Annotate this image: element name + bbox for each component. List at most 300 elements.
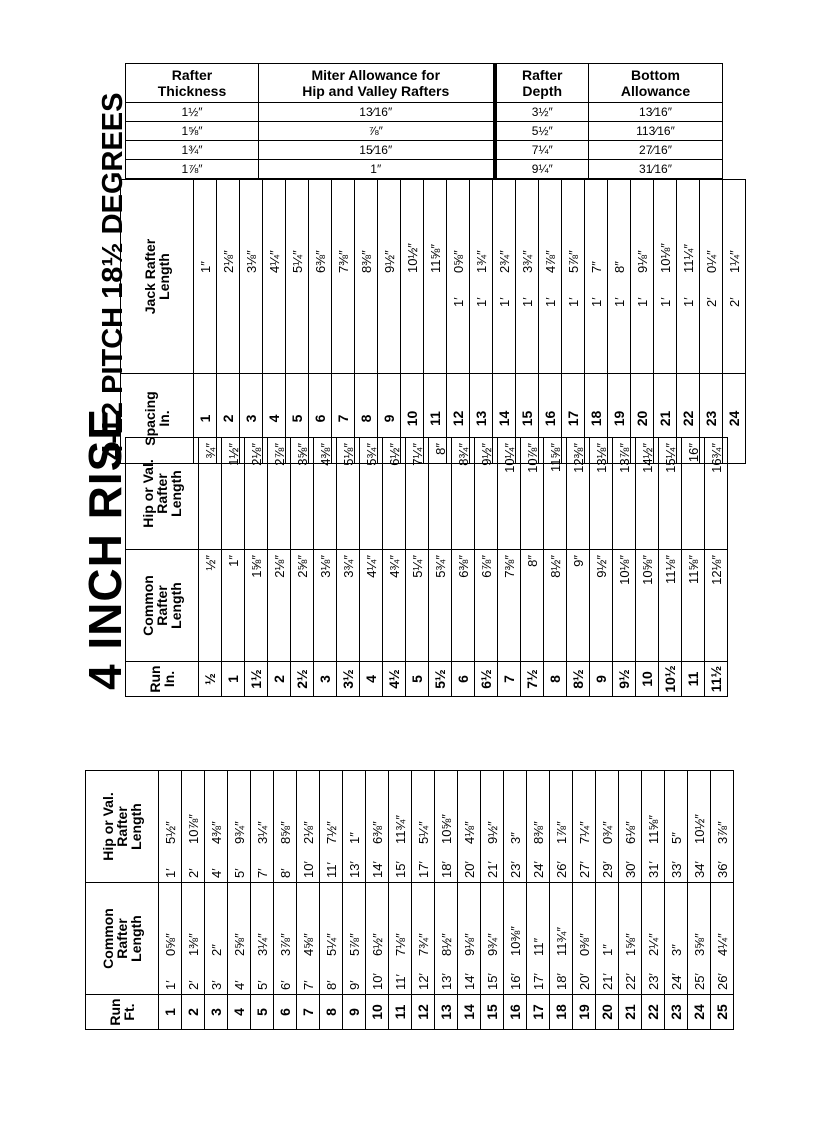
- table-row: [550, 771, 573, 1030]
- feet-value: 14′: [369, 861, 385, 878]
- header-line: Length: [168, 582, 184, 629]
- table-row: [360, 438, 383, 697]
- inch-value: 10⅞″: [185, 814, 201, 844]
- common-length-cell: 11⅝″: [682, 550, 705, 662]
- inch-value: 4⅝″: [300, 933, 316, 956]
- run-ft-cell: 12: [412, 995, 435, 1030]
- common-length-cell: ½″: [199, 550, 222, 662]
- depth-cell: 3½″: [495, 103, 589, 122]
- miter-cell: 15⁄16″: [259, 141, 495, 160]
- header-line: Jack Rafter: [142, 238, 158, 315]
- inch-value: 2⅛″: [220, 250, 236, 273]
- feet-value: 18′: [438, 861, 454, 878]
- allowance-header-row: [126, 64, 723, 103]
- header-run-ft: [86, 995, 159, 1030]
- header-rafter-depth: [495, 64, 589, 103]
- common-length-cell: 9″: [567, 550, 590, 662]
- common-length-cell: 1″: [222, 550, 245, 662]
- hip-length-cell: [389, 771, 412, 883]
- table-row: [498, 438, 521, 697]
- feet-value: 5′: [231, 868, 247, 878]
- table-row: [251, 771, 274, 1030]
- common-length-cell: [274, 883, 297, 995]
- header-line: Rafter: [114, 806, 130, 847]
- miter-cell: 13⁄16″: [259, 103, 495, 122]
- feet-value: 1′: [565, 297, 581, 307]
- table-row: [677, 180, 700, 464]
- hip-length-cell: [688, 771, 711, 883]
- common-length-cell: [527, 883, 550, 995]
- table-row: [286, 180, 309, 464]
- header-line: Hip or Val.: [100, 792, 116, 861]
- run-in-cell: 4½: [383, 662, 406, 697]
- table-row: [723, 180, 746, 464]
- spacing-cell: 24: [723, 374, 746, 464]
- inch-value: 9¾″: [484, 933, 500, 956]
- table-row: [194, 180, 217, 464]
- feet-value: 17′: [415, 861, 431, 878]
- table-row: [320, 771, 343, 1030]
- feet-value: 1′: [473, 297, 489, 307]
- table-row: [389, 771, 412, 1030]
- spacing-cell: 11: [424, 374, 447, 464]
- common-length-cell: [320, 883, 343, 995]
- table-row: [217, 180, 240, 464]
- table-row: [268, 438, 291, 697]
- header-line: Miter Allowance for: [311, 67, 441, 83]
- inch-value: 0¼″: [703, 250, 719, 273]
- inch-value: 2¾″: [496, 250, 512, 273]
- header-line: Rafter: [154, 585, 170, 626]
- spacing-cell: 7: [332, 374, 355, 464]
- table-row: [240, 180, 263, 464]
- inch-value: 0⅜″: [576, 933, 592, 956]
- feet-value: 6′: [277, 980, 293, 990]
- inch-value: 3¾″: [519, 250, 535, 273]
- common-length-cell: 5¾″: [429, 550, 452, 662]
- header-line: Common: [140, 575, 156, 636]
- inch-value: 3¼″: [254, 821, 270, 844]
- hip-length-cell: 11⅝″: [544, 438, 567, 550]
- header-line: Rafter: [154, 473, 170, 514]
- header-line: Thickness: [157, 83, 227, 99]
- feet-value: 1′: [634, 297, 650, 307]
- inch-value: 1″: [197, 261, 213, 273]
- hip-length-cell: 9½″: [475, 438, 498, 550]
- inch-value: 2¼″: [645, 933, 661, 956]
- inch-value: 0¾″: [599, 821, 615, 844]
- hip-length-cell: 8″: [429, 438, 452, 550]
- feet-value: 12′: [415, 973, 431, 990]
- inch-value: 7⅜″: [335, 250, 351, 273]
- feet-value: 1′: [680, 297, 696, 307]
- common-length-cell: [504, 883, 527, 995]
- run-in-cell: ½: [199, 662, 222, 697]
- thickness-cell: 1⅝″: [126, 122, 259, 141]
- hip-length-cell: 1½″: [222, 438, 245, 550]
- common-length-cell: 12⅛″: [705, 550, 728, 662]
- allowance-table: [125, 63, 723, 179]
- inch-value: 9¾″: [231, 821, 247, 844]
- table-row: [682, 438, 705, 697]
- common-length-cell: 8½″: [544, 550, 567, 662]
- table-row: [481, 771, 504, 1030]
- common-length-cell: 7⅜″: [498, 550, 521, 662]
- spacing-cell: 15: [516, 374, 539, 464]
- inch-value: 11″: [530, 937, 546, 956]
- run-ft-cell: 25: [711, 995, 734, 1030]
- jack-length-cell: [263, 180, 286, 374]
- run-in-cell: 11: [682, 662, 705, 697]
- table-row: [493, 180, 516, 464]
- inch-value: 11⅝″: [427, 244, 443, 273]
- common-length-cell: [481, 883, 504, 995]
- hip-length-cell: [182, 771, 205, 883]
- inch-value: 9⅛″: [461, 933, 477, 956]
- feet-value: 16′: [507, 973, 523, 990]
- common-length-cell: [435, 883, 458, 995]
- table-row: [700, 180, 723, 464]
- inch-value: 8⅜″: [530, 821, 546, 844]
- common-length-cell: 8″: [521, 550, 544, 662]
- table-row: [429, 438, 452, 697]
- inch-value: 4⅜″: [208, 821, 224, 844]
- hip-length-cell: 2⅞″: [268, 438, 291, 550]
- common-length-cell: [688, 883, 711, 995]
- table-row: [585, 180, 608, 464]
- feet-value: 4′: [208, 868, 224, 878]
- header-line: Hip and Valley Rafters: [302, 83, 450, 99]
- jack-length-cell: [539, 180, 562, 374]
- run-in-cell: 1½: [245, 662, 268, 697]
- inch-value: 5⅞″: [346, 933, 362, 956]
- common-length-cell: 2⅛″: [268, 550, 291, 662]
- table-row: [596, 771, 619, 1030]
- run-in-cell: 5½: [429, 662, 452, 697]
- feet-value: 1′: [542, 297, 558, 307]
- hip-length-cell: [435, 771, 458, 883]
- jack-length-cell: [378, 180, 401, 374]
- table-row: [521, 438, 544, 697]
- hip-length-cell: 12⅜″: [567, 438, 590, 550]
- hip-length-cell: 13⅛″: [590, 438, 613, 550]
- table-row: [412, 771, 435, 1030]
- run-ft-cell: 14: [458, 995, 481, 1030]
- spacing-cell: 19: [608, 374, 631, 464]
- header-line: In.: [161, 670, 177, 688]
- run-ft-cell: 19: [573, 995, 596, 1030]
- spacing-cell: 21: [654, 374, 677, 464]
- inch-value: 1⅝″: [622, 933, 638, 956]
- feet-value: 11′: [392, 974, 408, 990]
- jack-length-cell: [700, 180, 723, 374]
- hip-length-cell: [527, 771, 550, 883]
- header-spacing: [121, 374, 194, 464]
- jack-length-cell: [470, 180, 493, 374]
- common-length-cell: [550, 883, 573, 995]
- common-length-cell: [366, 883, 389, 995]
- inch-value: 7¾″: [415, 933, 431, 956]
- table-row: [590, 438, 613, 697]
- feet-value: 21′: [484, 861, 500, 878]
- table-row: [378, 180, 401, 464]
- feet-value: 4′: [231, 980, 247, 990]
- run-ft-cell: 1: [159, 995, 182, 1030]
- inch-value: 1⅜″: [185, 933, 201, 956]
- feet-value: 8′: [323, 980, 339, 990]
- spacing-cell: 23: [700, 374, 723, 464]
- inch-value: 11¼″: [680, 244, 696, 273]
- table-row: [245, 438, 268, 697]
- inch-value: 7¼″: [576, 821, 592, 844]
- spacing-cell: 5: [286, 374, 309, 464]
- table-row: [424, 180, 447, 464]
- common-length-cell: 10⅛″: [613, 550, 636, 662]
- title-rise: 4 INCH RISE: [79, 408, 131, 690]
- common-length-cell: 3¾″: [337, 550, 360, 662]
- feet-run-table: [85, 770, 734, 1030]
- table-row: [654, 180, 677, 464]
- jack-length-cell: [355, 180, 378, 374]
- hip-length-cell: [504, 771, 527, 883]
- header-hip-length: [86, 771, 159, 883]
- table-row: [182, 771, 205, 1030]
- table-row: [562, 180, 585, 464]
- spacing-cell: 6: [309, 374, 332, 464]
- table-row: [366, 771, 389, 1030]
- common-length-cell: [573, 883, 596, 995]
- feet-value: 1′: [657, 297, 673, 307]
- feet-value: 1′: [519, 297, 535, 307]
- common-length-cell: [205, 883, 228, 995]
- jack-length-cell: [309, 180, 332, 374]
- jack-length-cell: [562, 180, 585, 374]
- inch-value: 10½″: [404, 243, 420, 273]
- table-row: [291, 438, 314, 697]
- feet-value: 23′: [645, 973, 661, 990]
- inch-value: 4⅛″: [461, 821, 477, 844]
- run-ft-cell: 6: [274, 995, 297, 1030]
- hip-length-cell: [320, 771, 343, 883]
- feet-value: 23′: [507, 861, 523, 878]
- run-in-cell: 9: [590, 662, 613, 697]
- run-in-cell: 5: [406, 662, 429, 697]
- inch-value: 5¼″: [323, 933, 339, 956]
- table-row: [665, 771, 688, 1030]
- inch-body: [199, 438, 728, 697]
- header-rafter-thickness: [126, 64, 259, 103]
- inch-value: 6⅜″: [369, 821, 385, 844]
- table-row: [309, 180, 332, 464]
- spacing-cell: 4: [263, 374, 286, 464]
- spacing-cell: 12: [447, 374, 470, 464]
- inch-run-table: [125, 437, 728, 697]
- inch-value: 5⅞″: [565, 250, 581, 273]
- table-row: [688, 771, 711, 1030]
- header-line: Hip or Val.: [140, 459, 156, 528]
- hip-length-cell: 15¼″: [659, 438, 682, 550]
- table-row: [516, 180, 539, 464]
- table-row: [504, 771, 527, 1030]
- inch-value: 0⅝″: [450, 250, 466, 273]
- inch-value: 8⅝″: [277, 821, 293, 844]
- table-row: [343, 771, 366, 1030]
- inch-header-row: [126, 438, 199, 697]
- feet-value: 15′: [484, 973, 500, 990]
- common-length-cell: [228, 883, 251, 995]
- hip-length-cell: 7¼″: [406, 438, 429, 550]
- feet-value: 22′: [622, 973, 638, 990]
- run-ft-cell: 11: [389, 995, 412, 1030]
- feet-value: 2′: [185, 868, 201, 878]
- spacing-cell: 20: [631, 374, 654, 464]
- feet-value: 1′: [450, 297, 466, 307]
- jack-length-cell: [516, 180, 539, 374]
- common-length-cell: 1⅝″: [245, 550, 268, 662]
- table-row: [355, 180, 378, 464]
- common-length-cell: [642, 883, 665, 995]
- hip-length-cell: [596, 771, 619, 883]
- feet-value: 10′: [300, 861, 316, 878]
- inch-value: 3¼″: [254, 933, 270, 956]
- common-length-cell: [159, 883, 182, 995]
- allowance-row: [126, 160, 723, 179]
- inch-value: 6⅜″: [312, 250, 328, 273]
- run-ft-cell: 15: [481, 995, 504, 1030]
- hip-length-cell: 13⅞″: [613, 438, 636, 550]
- miter-cell: 1″: [259, 160, 495, 179]
- run-ft-cell: 10: [366, 995, 389, 1030]
- bottom-cell: 27⁄16″: [589, 141, 723, 160]
- run-in-cell: 2½: [291, 662, 314, 697]
- jack-length-cell: [631, 180, 654, 374]
- run-in-cell: 10: [636, 662, 659, 697]
- feet-value: 2′: [726, 297, 742, 307]
- hip-length-cell: 5¾″: [360, 438, 383, 550]
- hip-length-cell: 10¼″: [498, 438, 521, 550]
- header-line: Rafter: [114, 918, 130, 959]
- run-in-cell: 6: [452, 662, 475, 697]
- common-length-cell: 11⅛″: [659, 550, 682, 662]
- run-in-cell: 7: [498, 662, 521, 697]
- jack-length-cell: [447, 180, 470, 374]
- table-row: [401, 180, 424, 464]
- depth-cell: 7¼″: [495, 141, 589, 160]
- spacing-cell: 2: [217, 374, 240, 464]
- hip-length-cell: 4⅜″: [314, 438, 337, 550]
- table-row: [228, 771, 251, 1030]
- table-row: [527, 771, 550, 1030]
- table-row: [297, 771, 320, 1030]
- hip-length-cell: 3⅝″: [291, 438, 314, 550]
- common-length-cell: [182, 883, 205, 995]
- jack-length-cell: [493, 180, 516, 374]
- spacing-cell: 8: [355, 374, 378, 464]
- run-in-cell: 4: [360, 662, 383, 697]
- header-common-length: [86, 883, 159, 995]
- spacing-cell: 16: [539, 374, 562, 464]
- table-row: [263, 180, 286, 464]
- header-line: Ft.: [121, 1003, 137, 1021]
- feet-value: 31′: [645, 861, 661, 878]
- common-length-cell: [297, 883, 320, 995]
- hip-length-cell: [665, 771, 688, 883]
- header-common-length: [126, 550, 199, 662]
- common-length-cell: [251, 883, 274, 995]
- jack-body: [194, 180, 746, 464]
- table-row: [435, 771, 458, 1030]
- inch-value: 10⅝″: [438, 814, 454, 844]
- jack-length-cell: [654, 180, 677, 374]
- hip-length-cell: [550, 771, 573, 883]
- inch-value: 4¼″: [266, 250, 282, 273]
- inch-value: 1″: [346, 832, 362, 844]
- feet-value: 17′: [530, 973, 546, 990]
- inch-value: 1⅞″: [553, 821, 569, 844]
- spacing-cell: 18: [585, 374, 608, 464]
- spacing-cell: 10: [401, 374, 424, 464]
- feet-value: 13′: [346, 861, 362, 878]
- jack-length-cell: [217, 180, 240, 374]
- run-ft-cell: 24: [688, 995, 711, 1030]
- run-ft-cell: 5: [251, 995, 274, 1030]
- jack-length-cell: [585, 180, 608, 374]
- table-row: [636, 438, 659, 697]
- common-length-cell: [619, 883, 642, 995]
- run-in-cell: 8½: [567, 662, 590, 697]
- depth-cell: 9¼″: [495, 160, 589, 179]
- run-ft-cell: 22: [642, 995, 665, 1030]
- jack-length-cell: [677, 180, 700, 374]
- feet-value: 7′: [300, 980, 316, 990]
- run-ft-cell: 17: [527, 995, 550, 1030]
- common-length-cell: [389, 883, 412, 995]
- header-line: Length: [128, 915, 144, 962]
- header-line: Allowance: [620, 83, 691, 99]
- table-row: [314, 438, 337, 697]
- common-length-cell: 6⅜″: [452, 550, 475, 662]
- table-row: [199, 438, 222, 697]
- table-row: [705, 438, 728, 697]
- header-line: Rafter: [522, 67, 563, 83]
- jack-length-cell: [240, 180, 263, 374]
- inch-value: 0⅝″: [162, 933, 178, 956]
- header-line: Length: [128, 803, 144, 850]
- feet-value: 24′: [668, 973, 684, 990]
- feet-value: 25′: [691, 973, 707, 990]
- hip-length-cell: [159, 771, 182, 883]
- hip-length-cell: [619, 771, 642, 883]
- hip-length-cell: 16¾″: [705, 438, 728, 550]
- jack-length-cell: [401, 180, 424, 374]
- feet-value: 20′: [461, 861, 477, 878]
- table-row: [711, 771, 734, 1030]
- feet-value: 26′: [714, 973, 730, 990]
- inch-value: 7½″: [323, 821, 339, 844]
- hip-length-cell: [297, 771, 320, 883]
- thickness-cell: 1⅞″: [126, 160, 259, 179]
- inch-value: 1¾″: [473, 250, 489, 273]
- spacing-cell: 3: [240, 374, 263, 464]
- run-ft-cell: 4: [228, 995, 251, 1030]
- hip-length-cell: [343, 771, 366, 883]
- run-in-cell: 7½: [521, 662, 544, 697]
- inch-value: 4⅞″: [542, 250, 558, 273]
- header-line: Rafter: [171, 67, 213, 83]
- title-pitch: 4-12 PITCH 18½ DEGREES: [97, 92, 129, 460]
- jack-length-cell: [332, 180, 355, 374]
- run-ft-cell: 7: [297, 995, 320, 1030]
